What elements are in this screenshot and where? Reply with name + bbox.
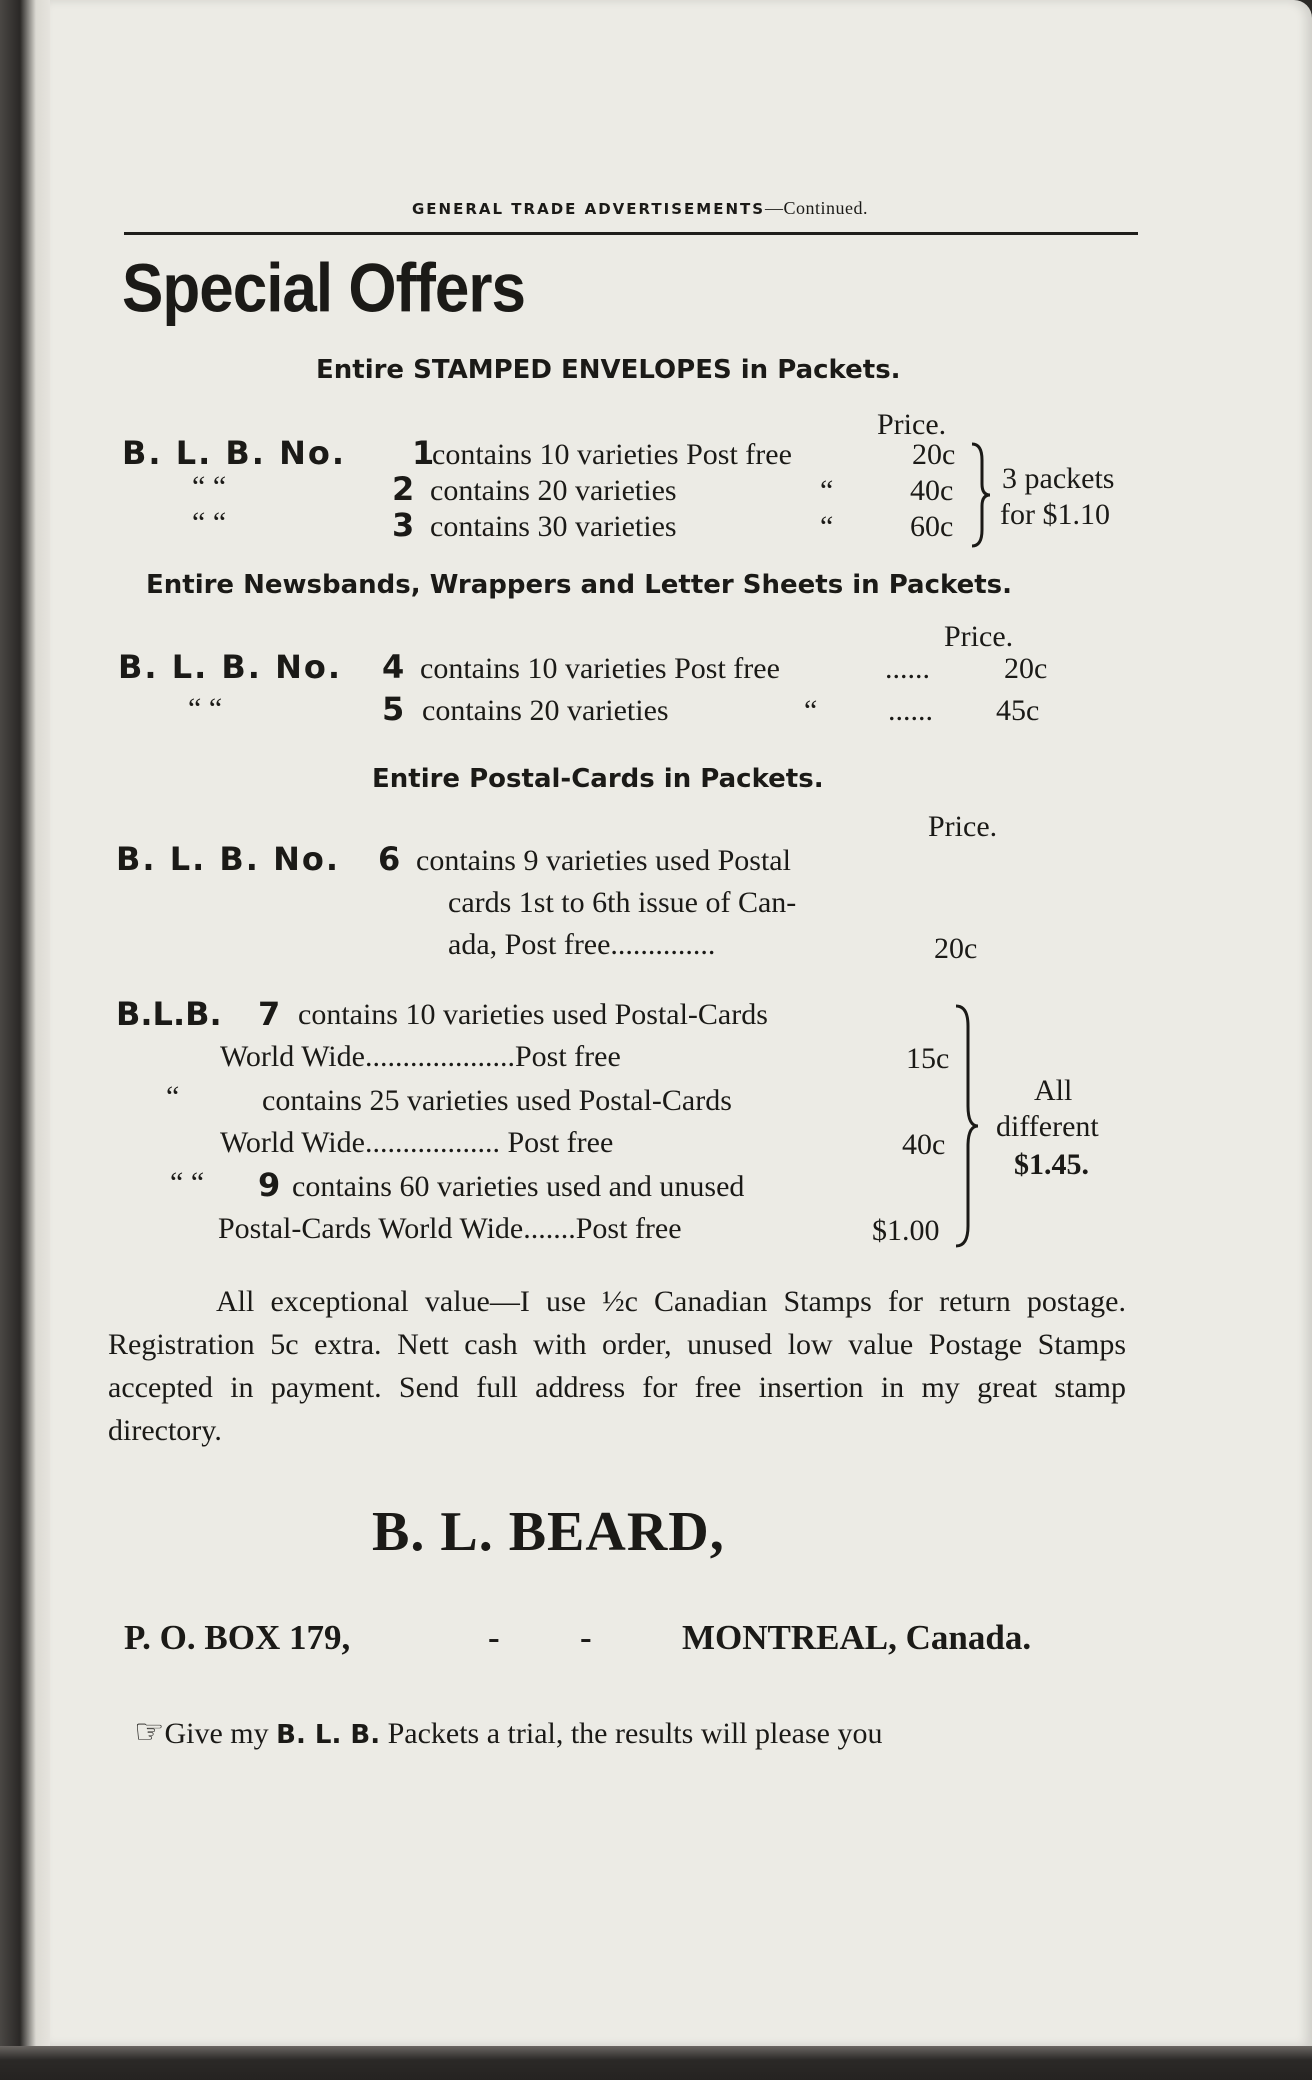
ditto-marks: “ “	[192, 470, 227, 503]
footer-tagline: ☞Give my B. L. B. Packets a trial, the results will please you	[134, 1714, 883, 1751]
section-heading-stamped-envelopes: Entire STAMPED ENVELOPES in Packets.	[316, 355, 901, 385]
ditto-mark: “	[820, 510, 834, 543]
separator-dash: -	[488, 1618, 500, 1657]
right-brace	[952, 1002, 986, 1250]
ditto-mark: “	[804, 694, 818, 727]
running-head-continued: —Continued.	[765, 198, 869, 218]
packet-description: contains 20 varieties	[422, 694, 669, 727]
dot-leader: ......	[885, 652, 930, 685]
bundle-offer-price: $1.45.	[1014, 1148, 1089, 1181]
packet-description-line: contains 9 varieties used Postal	[416, 844, 791, 877]
packet-description: contains 30 varieties	[430, 510, 677, 543]
price-label: Price.	[944, 620, 1014, 653]
terms-paragraph: All exceptional value—I use ½c Canadian Stamps for return postage. Registration 5c extra. Nett cash with order, unused low value Postage Stamps accepted in payment. Send full address for free insertion in my great stamp directory.	[108, 1285, 1126, 1447]
packet-code: B. L. B. No.	[116, 840, 340, 878]
packet-price: $1.00	[872, 1214, 940, 1247]
running-head	[412, 198, 868, 219]
packet-price: 20c	[912, 438, 956, 471]
packet-description-line: Postal-Cards World Wide.......Post free	[218, 1212, 682, 1245]
packet-description-line: contains 25 varieties used Postal-Cards	[262, 1084, 732, 1117]
page-title: Special Offers	[122, 251, 525, 327]
packet-description-line: ada, Post free..............	[448, 928, 716, 961]
page-bottom-edge	[0, 2046, 1312, 2080]
dot-leader: ......	[888, 694, 933, 727]
packet-price: 20c	[934, 932, 978, 965]
packet-description-line: contains 60 varieties used and unused	[292, 1170, 745, 1203]
packet-price: 40c	[902, 1128, 946, 1161]
packet-description: contains 20 varieties	[430, 474, 677, 507]
bundle-offer: 3 packets	[1002, 462, 1115, 495]
packet-description-line: cards 1st to 6th issue of Can-	[448, 886, 797, 919]
ditto-marks: “ “	[192, 506, 227, 539]
section-heading-postal-cards: Entire Postal-Cards in Packets.	[372, 764, 824, 794]
packet-number: 2	[392, 470, 415, 508]
packet-price: 45c	[996, 694, 1040, 727]
running-head-text: GENERAL TRADE ADVERTISEMENTS	[412, 200, 766, 218]
packet-number: 6	[378, 840, 401, 878]
bundle-offer: All	[1034, 1074, 1073, 1107]
packet-price: 15c	[906, 1042, 950, 1075]
packet-number: 9	[258, 1166, 281, 1204]
packet-description-line: World Wide....................Post free	[220, 1040, 621, 1073]
bundle-offer: different	[996, 1110, 1099, 1143]
packet-description: contains 10 varieties Post free	[420, 652, 780, 685]
pointing-hand-icon: ☞	[134, 1714, 165, 1751]
right-brace	[968, 440, 996, 550]
packet-description-line: contains 10 varieties used Postal-Cards	[298, 998, 768, 1031]
packet-description-line: World Wide.................. Post free	[220, 1126, 614, 1159]
advertiser-name: B. L. BEARD,	[372, 1501, 725, 1563]
price-label: Price.	[928, 810, 998, 843]
packet-number: 4	[382, 648, 405, 686]
ditto-mark: “	[820, 474, 834, 507]
po-box: P. O. BOX 179,	[124, 1618, 351, 1657]
ditto-mark: “	[166, 1080, 180, 1113]
section-heading-newsbands: Entire Newsbands, Wrappers and Letter Sheets in Packets.	[146, 570, 1013, 600]
packet-price: 60c	[910, 510, 954, 543]
packet-number: 7	[258, 995, 281, 1033]
packet-description: contains 10 varieties Post free	[432, 438, 792, 471]
header-rule	[124, 232, 1138, 235]
packet-number: 5	[382, 690, 405, 728]
page-left-edge	[0, 0, 50, 2080]
price-label: Price.	[877, 408, 947, 441]
packet-price: 20c	[1004, 652, 1048, 685]
ditto-marks: “ “	[170, 1166, 205, 1199]
packet-number: 1	[412, 434, 435, 472]
packet-code: B. L. B. No.	[122, 434, 346, 472]
bundle-offer-price: for $1.10	[1000, 498, 1110, 531]
city: MONTREAL, Canada.	[682, 1618, 1032, 1657]
ditto-marks: “ “	[188, 692, 223, 725]
packet-code: B. L. B. No.	[118, 648, 342, 686]
packet-number: 3	[392, 506, 415, 544]
separator-dash: -	[580, 1618, 592, 1657]
packet-price: 40c	[910, 474, 954, 507]
packet-code: B.L.B.	[116, 995, 222, 1033]
